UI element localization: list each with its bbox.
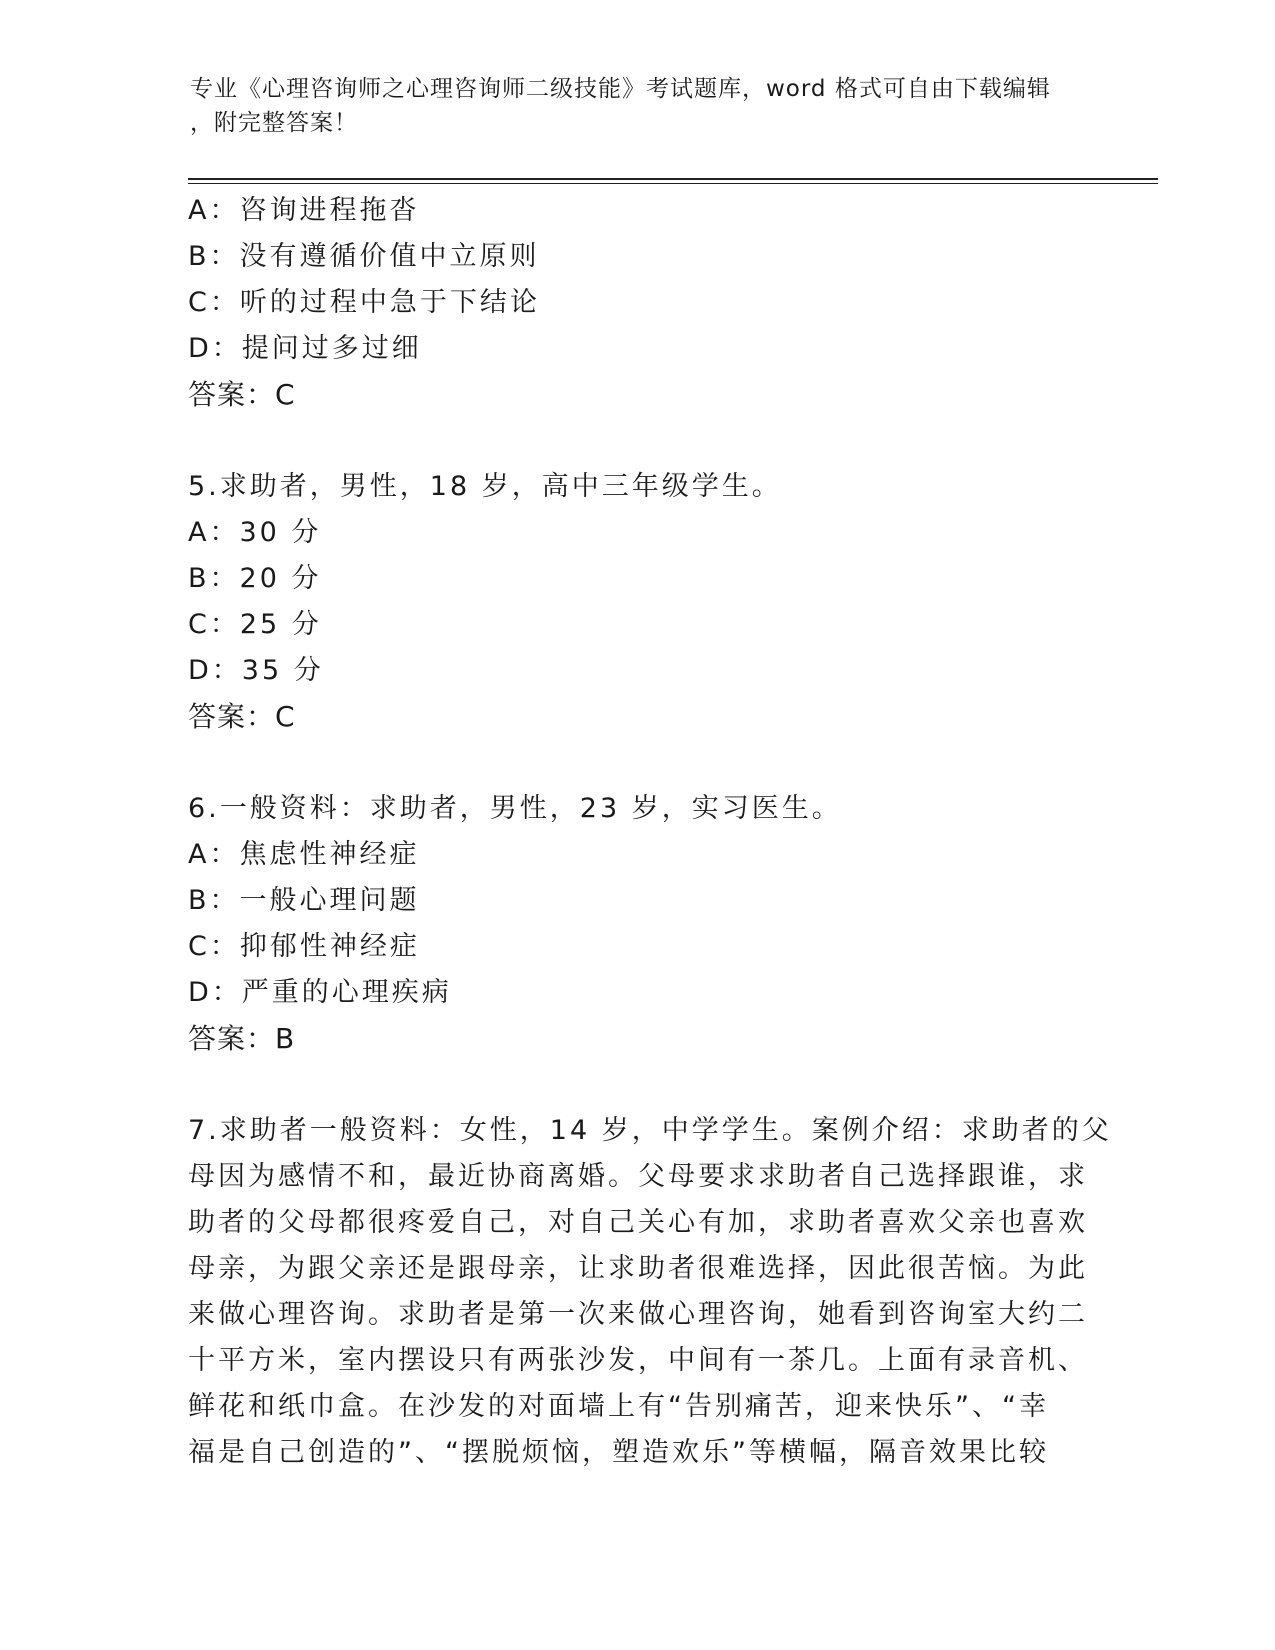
- question-5-options: [188, 510, 1088, 694]
- question-7-line: 鲜花和纸巾盒。在沙发的对面墙上有“告别痛苦，迎来快乐”、“幸: [188, 1391, 1049, 1422]
- question-7-line: 十平方米，室内摆设只有两张沙发，中间有一茶几。上面有录音机、: [188, 1345, 1088, 1376]
- option-b: B：20 分: [188, 563, 322, 594]
- header-title-line-1: 专业《心理咨询师之心理咨询师二级技能》考试题库，word 格式可自由下载编辑: [190, 76, 1051, 102]
- question-7-line: 7.求助者一般资料：女性，14 岁，中学学生。案例介绍：求助者的父: [188, 1115, 1112, 1146]
- option-c: C：听的过程中急于下结论: [188, 287, 540, 318]
- question-4-answer: 答案：C: [188, 378, 296, 411]
- question-7-line: 母因为感情不和，最近协商离婚。父母要求求助者自己选择跟谁，求: [188, 1161, 1088, 1192]
- question-7-line: 助者的父母都很疼爱自己，对自己关心有加，求助者喜欢父亲也喜欢: [188, 1207, 1088, 1238]
- question-4-options: [188, 188, 1088, 372]
- header-title-line-2: ，附完整答案！: [190, 110, 358, 136]
- option-a: A：咨询进程拖沓: [188, 195, 420, 226]
- option-b: B：没有遵循价值中立原则: [188, 241, 540, 272]
- question-5-answer: 答案：C: [188, 700, 296, 733]
- option-b: B：一般心理问题: [188, 885, 420, 916]
- question-6-stem: 6.一般资料：求助者，男性，23 岁，实习医生。: [188, 793, 842, 824]
- option-d: D：提问过多过细: [188, 333, 422, 364]
- option-d: D：严重的心理疾病: [188, 977, 452, 1008]
- option-c: C：25 分: [188, 609, 322, 640]
- option-d: D：35 分: [188, 655, 324, 686]
- question-6-answer: 答案：B: [188, 1022, 296, 1055]
- option-a: A：30 分: [188, 517, 322, 548]
- question-7-line: 母亲，为跟父亲还是跟母亲，让求助者很难选择，因此很苦恼。为此: [188, 1253, 1088, 1284]
- question-6-options: [188, 832, 1088, 1016]
- document-header: [190, 72, 1080, 140]
- question-7-line: 来做心理咨询。求助者是第一次来做心理咨询，她看到咨询室大约二: [188, 1299, 1088, 1330]
- question-7-stem: [188, 1108, 1112, 1476]
- question-7-line: 福是自己创造的”、“摆脱烦恼，塑造欢乐”等横幅，隔音效果比较: [188, 1437, 1049, 1468]
- option-a: A：焦虑性神经症: [188, 839, 420, 870]
- header-divider-thin: [188, 183, 1158, 184]
- document-body: [188, 188, 1112, 1476]
- option-c: C：抑郁性神经症: [188, 931, 420, 962]
- question-5-stem: 5.求助者，男性，18 岁，高中三年级学生。: [188, 471, 782, 502]
- header-divider-thick: [188, 178, 1158, 180]
